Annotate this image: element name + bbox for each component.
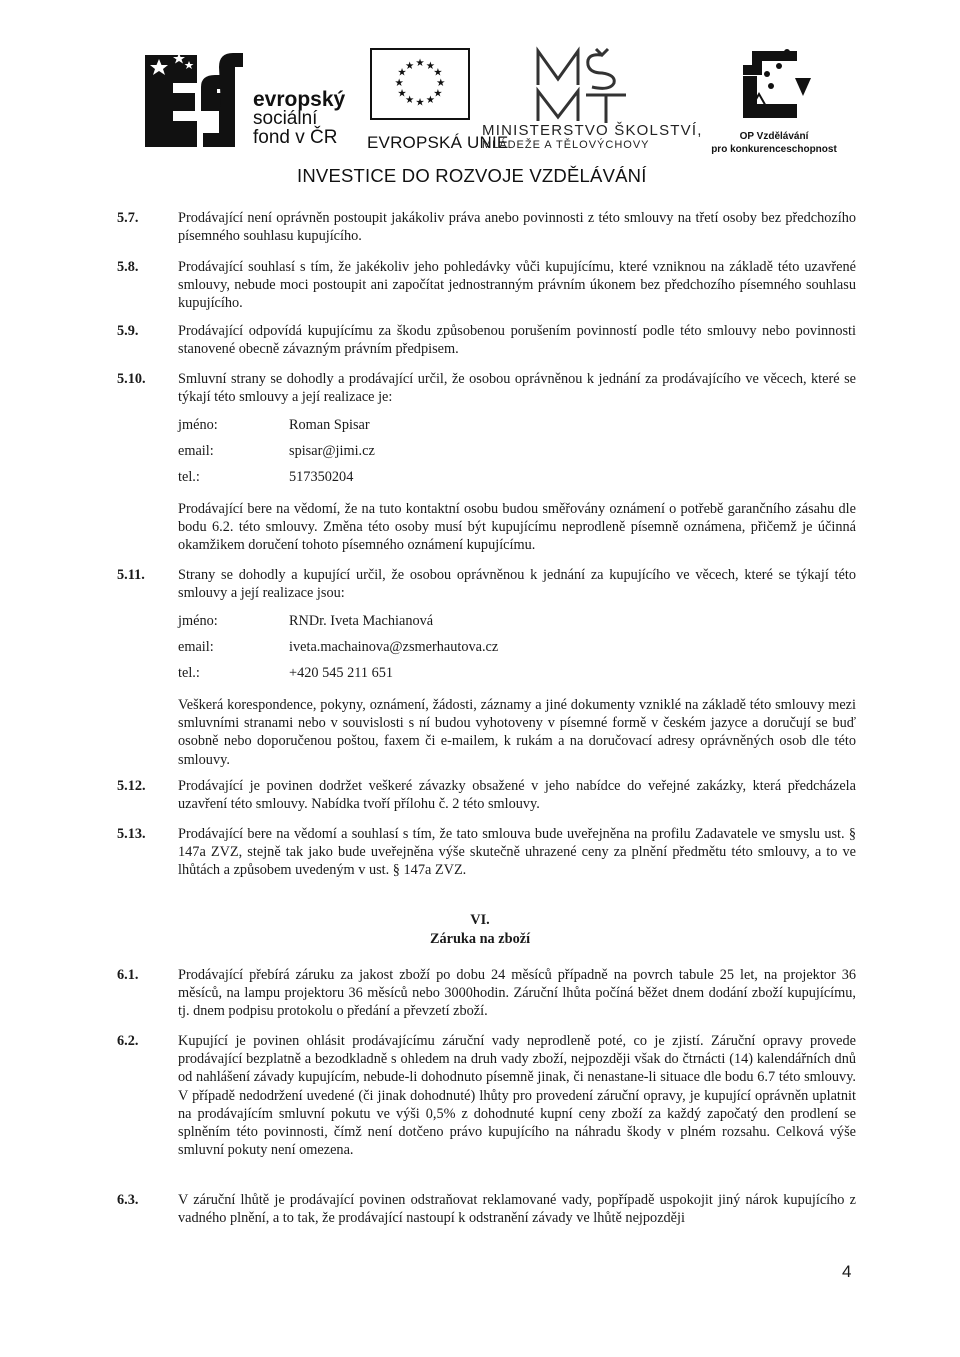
esf-line3: fond v ČR (253, 127, 338, 148)
seller-tel: 517350204 (289, 469, 354, 485)
clause-number: 6.3. (117, 1192, 139, 1208)
name-label: jméno: (178, 613, 218, 629)
clause-number: 5.12. (117, 778, 146, 794)
email-label: email: (178, 443, 214, 459)
svg-text:★: ★ (425, 93, 436, 106)
logo-header (0, 0, 960, 200)
clause-number: 5.7. (117, 210, 139, 226)
esf-logo-text (253, 90, 345, 147)
svg-text:★: ★ (397, 87, 407, 100)
eu-label: EVROPSKÁ UNIE (367, 133, 509, 152)
op-line1: OP Vzdělávání (739, 131, 809, 142)
clause-text: V záruční lhůtě je prodávající povinen odstraňovat reklamované vady, popřípadě uspokojit jiný nárok kupujícího z vadného plnění, a to tak, že prodávající nastoupí k odstranění závady ve lhůtě nejpozději (178, 1192, 856, 1227)
svg-text:★: ★ (415, 57, 425, 70)
esf-line2: sociální (253, 108, 318, 129)
clause-text: Kupující je povinen ohlásit prodávajícímu záruční vady neprodleně poté, co je zjistí. Záruční opravy provede prodávající bezplatně a bezodkladně s ohledem na druh vady zboží, nejpozději však do čtrnácti (14) kalendářních dnů od nahlášení závady kupujícím, nebude-li dohodnuto písemně jinak, či nenastane-li situace dle bodu 6.7 této smlouvy. V případě nedodržení uvedené (či jinak dohodnuté) lhůty pro provedení záruční opravy, je kupující oprávněn uplatnit na prodávajícím smluvní pokutu ve výši 0,5% z dohodnuté kupní ceny zboží za každý započatý den prodlení se splněním této povinnosti, čímž není dotčeno právo kupujícího na náhradu škody v plném rozsahu. Celková výše smluvní pokuty není omezena. (178, 1033, 856, 1159)
seller-email: spisar@jimi.cz (289, 443, 375, 459)
clause-5-11-note: Veškerá korespondence, pokyny, oznámení, žádosti, záznamy a jiné dokumenty vzniklé na základě této smlouvy mezi smluvními stranami nebo v souvislosti s ní budou vyhotoveny v písemné formě v českém jazyce a doručují se buď osobně nebo doporučenou poštou, faxem či e-mailem, k rukám a na doručovací adresy oprávněných osob dle této smlouvy. (178, 697, 856, 768)
eu-flag-logo (370, 48, 470, 120)
page-number: 4 (842, 1262, 852, 1281)
buyer-email: iveta.machainova@zsmerhautova.cz (289, 639, 499, 655)
clause-text: Smluvní strany se dohodly a prodávající určil, že osobou oprávněnou k jednání za prodávajícího ve věcech, které se týkají této smlouvy a její realizace je: (178, 371, 856, 406)
buyer-tel: +420 545 211 651 (289, 665, 394, 681)
clause-text: Prodávající není oprávněn postoupit jakákoliv práva anebo povinnosti z této smlouvy na třetí osoby bez předchozího písemného souhlasu kupujícího. (178, 210, 856, 245)
clause-number: 5.10. (117, 371, 146, 387)
clause-text: Prodávající bere na vědomí a souhlasí s tím, že tato smlouva bude uveřejněna na profilu Zadavatele ve smyslu ust. § 147a ZVZ, stejně tak jako bude uveřejněna výše skutečně uhrazené ceny za plnění předmětu této smlouvy, a to ve lhůtách a způsobem uvedeným v ust. § 147a ZVZ. (178, 826, 856, 879)
clause-number: 5.11. (117, 567, 145, 583)
esf-line1: evropský (253, 88, 346, 111)
op-logo-text (694, 130, 854, 156)
svg-text:★: ★ (436, 76, 446, 89)
svg-text:★: ★ (415, 96, 425, 109)
clause-number: 5.13. (117, 826, 146, 842)
seller-name: Roman Spisar (289, 417, 370, 433)
esf-logo (137, 47, 247, 152)
msmt-logo-text (482, 122, 703, 151)
section-number: VI. (470, 912, 490, 928)
svg-text:★: ★ (404, 59, 415, 72)
msmt-logo (530, 45, 640, 125)
clause-text: Strany se dohodly a kupující určil, že osobou oprávněnou k jednání za kupujícího ve věcech, které se týkají této smlouvy a její realizace jsou: (178, 567, 856, 602)
op-line2: pro konkurenceschopnost (711, 144, 837, 155)
investment-tagline: INVESTICE DO ROZVOJE VZDĚLÁVÁNÍ (297, 165, 647, 186)
email-label: email: (178, 639, 214, 655)
buyer-name: RNDr. Iveta Machianová (289, 613, 434, 629)
clause-number: 5.9. (117, 323, 139, 339)
clause-text: Prodávající odpovídá kupujícímu za škodu způsobenou porušením povinností podle této smlouvy nebo povinnosti stanovené obecně závazným právním předpisem. (178, 323, 856, 358)
tel-label: tel.: (178, 469, 200, 485)
msmt-line1: MINISTERSTVO ŠKOLSTVÍ, (482, 122, 703, 139)
svg-text:★: ★ (433, 66, 443, 79)
clause-text: Prodávající je povinen dodržet veškeré závazky obsažené v jeho nabídce do veřejné zakázky, která předcházela uzavření této smlouvy. Nabídka tvoří přílohu č. 2 této smlouvy. (178, 778, 856, 813)
clause-number: 6.2. (117, 1033, 139, 1049)
svg-text:★: ★ (425, 59, 436, 72)
svg-text:★: ★ (397, 66, 407, 79)
clause-text: Prodávající souhlasí s tím, že jakékoliv jeho pohledávky vůči kupujícímu, které vzniknou na základě této uzavřené smlouvy, nebude moci postoupit ani započítat jednostranným právním úkonem bez předchozího písemného souhlasu kupujícího. (178, 259, 856, 312)
svg-text:★: ★ (404, 93, 415, 106)
name-label: jméno: (178, 417, 218, 433)
clause-text: Prodávající přebírá záruku za jakost zboží po dobu 24 měsíců případně na povrch tabule 25 let, na projektor 36 měsíců, na lampu projektoru 36 měsíců nebo 3000hodin. Záruční lhůta počíná běžet dnem dodání zboží kupujícímu, tj. dnem podpisu protokolu o předání a převzetí zboží. (178, 967, 856, 1020)
clause-number: 5.8. (117, 259, 139, 275)
clause-number: 6.1. (117, 967, 139, 983)
op-logo (737, 48, 812, 123)
clause-5-10-note: Prodávající bere na vědomí, že na tuto kontaktní osobu budou směřovány oznámení o potřebě garančního zásahu dle bodu 6.2. této smlouvy. Změna této osoby musí být kupujícímu neprodleně písemně oznámena, přičemž je účinná okamžikem doručení tohoto písemného oznámení kupujícímu. (178, 501, 856, 554)
svg-text:★: ★ (394, 76, 404, 89)
section-title: Záruka na zboží (429, 931, 531, 947)
msmt-line2: MLÁDEŽE A TĚLOVÝCHOVY (482, 139, 650, 151)
tel-label: tel.: (178, 665, 200, 681)
svg-text:★: ★ (433, 87, 443, 100)
